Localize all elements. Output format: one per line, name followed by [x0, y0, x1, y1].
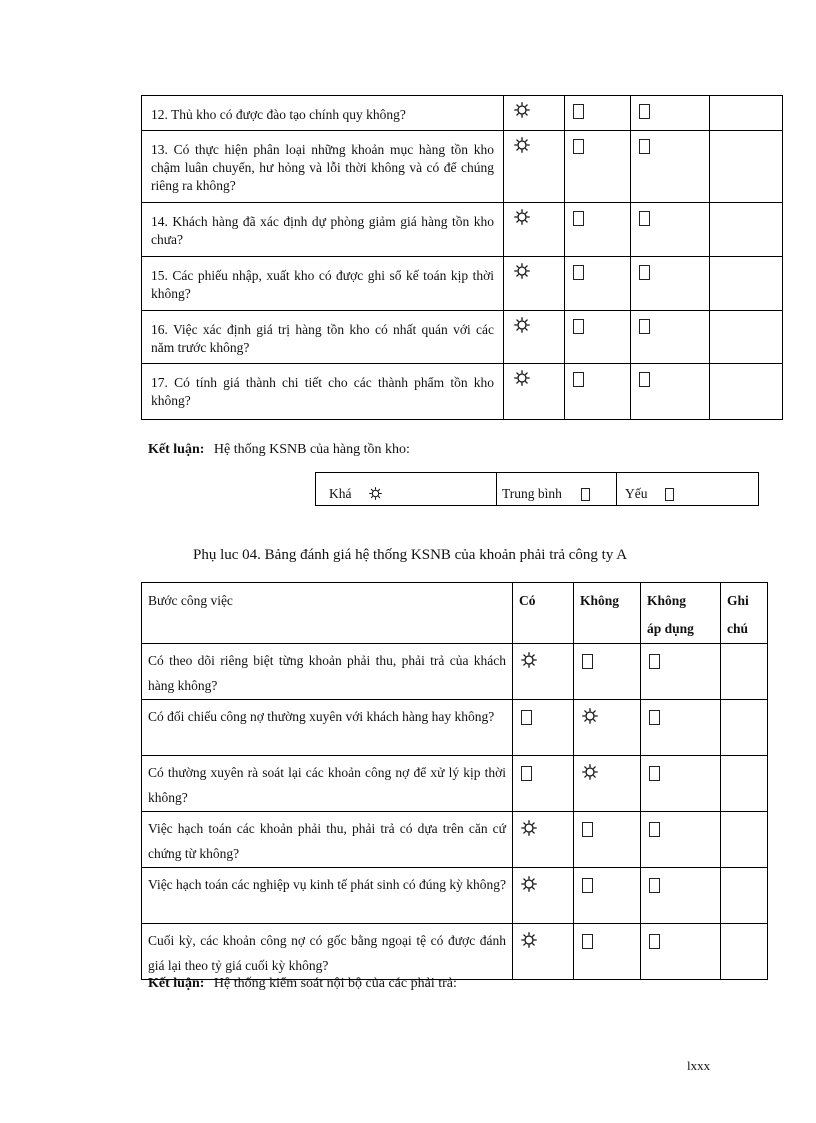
- empty-checkbox-icon: [639, 265, 650, 280]
- no-cell[interactable]: [565, 257, 631, 311]
- empty-checkbox-icon: [639, 319, 650, 334]
- yes-cell[interactable]: [513, 812, 574, 868]
- no-cell[interactable]: [574, 924, 641, 980]
- note-cell[interactable]: [721, 812, 768, 868]
- note-cell[interactable]: [710, 257, 783, 311]
- header-yes: Có: [513, 583, 574, 644]
- empty-checkbox-icon: [639, 139, 650, 154]
- conclusion-label: Kết luận:: [148, 976, 205, 991]
- yes-cell[interactable]: [513, 756, 574, 812]
- question-number: 15.: [151, 268, 168, 283]
- rating-yeu[interactable]: [616, 473, 759, 505]
- selected-mark-icon: [514, 209, 530, 225]
- inventory-control-table: [141, 95, 783, 420]
- yes-cell[interactable]: [513, 924, 574, 980]
- question-cell: [142, 96, 504, 131]
- question-number: 17.: [151, 375, 168, 390]
- not-applicable-cell[interactable]: [641, 924, 721, 980]
- yes-cell[interactable]: [504, 364, 565, 420]
- inventory-conclusion: [148, 442, 410, 458]
- table-row: [142, 257, 783, 311]
- rating-kha[interactable]: [316, 473, 496, 505]
- no-cell[interactable]: [574, 756, 641, 812]
- question-text: Khách hàng đã xác định dự phòng giảm giá hàng tồn kho chưa?: [151, 214, 495, 247]
- yes-cell[interactable]: [504, 131, 565, 203]
- no-cell[interactable]: [574, 644, 641, 700]
- yes-cell[interactable]: [504, 203, 565, 257]
- header-note: [721, 583, 768, 644]
- yes-cell[interactable]: [504, 96, 565, 131]
- selected-mark-icon: [521, 652, 537, 668]
- selected-mark-icon: [521, 820, 537, 836]
- note-cell[interactable]: [710, 131, 783, 203]
- no-cell[interactable]: [565, 96, 631, 131]
- question-cell: [142, 131, 504, 203]
- empty-checkbox-icon: [665, 488, 674, 501]
- rating-box: [315, 472, 759, 506]
- not-applicable-cell[interactable]: [641, 868, 721, 924]
- rating-kha-label: Khá: [329, 486, 352, 501]
- not-applicable-cell[interactable]: [641, 700, 721, 756]
- question-text: Có đối chiếu công nợ thường xuyên với khách hàng hay không?: [142, 700, 513, 756]
- question-number: 14.: [151, 214, 168, 229]
- conclusion-text: Hệ thống KSNB của hàng tồn kho:: [213, 442, 410, 457]
- note-cell[interactable]: [721, 700, 768, 756]
- yes-cell[interactable]: [513, 868, 574, 924]
- table-row: [142, 644, 768, 700]
- header-note-line1: Ghi: [727, 593, 749, 608]
- selected-mark-icon: [514, 102, 530, 118]
- table-row: [142, 364, 783, 420]
- rating-yeu-label: Yếu: [625, 486, 648, 501]
- payables-conclusion: [148, 976, 457, 992]
- not-applicable-cell[interactable]: [631, 257, 710, 311]
- no-cell[interactable]: [565, 131, 631, 203]
- table-row: [142, 96, 783, 131]
- question-cell: [142, 364, 504, 420]
- selected-mark-icon: [514, 317, 530, 333]
- question-cell: [142, 257, 504, 311]
- note-cell[interactable]: [710, 364, 783, 420]
- table-row: [142, 311, 783, 364]
- table-row: [142, 700, 768, 756]
- no-cell[interactable]: [574, 868, 641, 924]
- empty-checkbox-icon: [582, 878, 593, 893]
- empty-checkbox-icon: [639, 211, 650, 226]
- not-applicable-cell[interactable]: [631, 203, 710, 257]
- rating-trung-binh[interactable]: [496, 473, 617, 505]
- no-cell[interactable]: [565, 311, 631, 364]
- empty-checkbox-icon: [582, 822, 593, 837]
- question-text: Việc hạch toán các khoản phải thu, phải trả có dựa trên căn cứ chứng từ không?: [142, 812, 513, 868]
- no-cell[interactable]: [574, 812, 641, 868]
- empty-checkbox-icon: [649, 654, 660, 669]
- header-na-line1: Không: [647, 593, 687, 608]
- selected-mark-icon: [582, 764, 598, 780]
- question-number: 12.: [151, 107, 168, 122]
- empty-checkbox-icon: [581, 488, 590, 501]
- empty-checkbox-icon: [573, 372, 584, 387]
- question-cell: [142, 311, 504, 364]
- no-cell[interactable]: [574, 700, 641, 756]
- not-applicable-cell[interactable]: [641, 644, 721, 700]
- not-applicable-cell[interactable]: [641, 756, 721, 812]
- empty-checkbox-icon: [649, 710, 660, 725]
- table-row: [142, 812, 768, 868]
- not-applicable-cell[interactable]: [631, 131, 710, 203]
- empty-checkbox-icon: [573, 139, 584, 154]
- table-row: [142, 868, 768, 924]
- question-number: 13.: [151, 142, 168, 157]
- table-row: [142, 203, 783, 257]
- not-applicable-cell[interactable]: [631, 311, 710, 364]
- selected-mark-icon: [521, 876, 537, 892]
- selected-mark-icon: [514, 263, 530, 279]
- empty-checkbox-icon: [573, 211, 584, 226]
- note-cell[interactable]: [721, 868, 768, 924]
- yes-cell[interactable]: [513, 700, 574, 756]
- question-text: Thủ kho có được đào tạo chính quy không?: [171, 107, 406, 122]
- empty-checkbox-icon: [639, 104, 650, 119]
- selected-mark-icon: [582, 708, 598, 724]
- question-cell: [142, 203, 504, 257]
- no-cell[interactable]: [565, 364, 631, 420]
- empty-checkbox-icon: [573, 265, 584, 280]
- empty-checkbox-icon: [649, 822, 660, 837]
- yes-cell[interactable]: [513, 644, 574, 700]
- table-row: [142, 756, 768, 812]
- empty-checkbox-icon: [639, 372, 650, 387]
- selected-mark-icon: [369, 487, 382, 500]
- empty-checkbox-icon: [649, 766, 660, 781]
- empty-checkbox-icon: [573, 319, 584, 334]
- note-cell[interactable]: [721, 924, 768, 980]
- table-header-row: [142, 583, 768, 644]
- question-text: Việc hạch toán các nghiệp vụ kinh tế phát sinh có đúng kỳ không?: [142, 868, 513, 924]
- note-cell[interactable]: [710, 203, 783, 257]
- question-text: Các phiếu nhập, xuất kho có được ghi sổ kế toán kịp thời không?: [151, 268, 494, 301]
- payables-control-table: [141, 582, 768, 980]
- selected-mark-icon: [521, 932, 537, 948]
- not-applicable-cell[interactable]: [641, 812, 721, 868]
- note-cell[interactable]: [721, 756, 768, 812]
- header-not-applicable: [641, 583, 721, 644]
- header-note-line2: chú: [727, 621, 749, 636]
- conclusion-text: Hệ thống kiểm soát nội bộ của các phải trả:: [213, 976, 457, 991]
- selected-mark-icon: [514, 137, 530, 153]
- yes-cell[interactable]: [504, 257, 565, 311]
- not-applicable-cell[interactable]: [631, 364, 710, 420]
- header-no: Không: [574, 583, 641, 644]
- question-number: 16.: [151, 322, 168, 337]
- not-applicable-cell[interactable]: [631, 96, 710, 131]
- empty-checkbox-icon: [521, 766, 532, 781]
- empty-checkbox-icon: [582, 654, 593, 669]
- question-text: Việc xác định giá trị hàng tồn kho có nhất quán với các năm trước không?: [151, 322, 494, 355]
- conclusion-label: Kết luận:: [148, 442, 205, 457]
- note-cell[interactable]: [721, 644, 768, 700]
- question-text: Có thường xuyên rà soát lại các khoản công nợ để xử lý kịp thời không?: [142, 756, 513, 812]
- page-number: lxxx: [687, 1058, 711, 1073]
- appendix-caption: Phụ luc 04. Bảng đánh giá hệ thống KSNB của khoản phải trả công ty A: [193, 547, 628, 563]
- header-step: Bước công việc: [142, 583, 513, 644]
- table-row: [142, 131, 783, 203]
- note-cell[interactable]: [710, 96, 783, 131]
- selected-mark-icon: [514, 370, 530, 386]
- empty-checkbox-icon: [582, 934, 593, 949]
- empty-checkbox-icon: [573, 104, 584, 119]
- header-na-line2: áp dụng: [647, 621, 694, 636]
- note-cell[interactable]: [710, 311, 783, 364]
- question-text: Có theo dõi riêng biệt từng khoản phải thu, phải trả của khách hàng không?: [142, 644, 513, 700]
- yes-cell[interactable]: [504, 311, 565, 364]
- question-text: Có thực hiện phân loại những khoản mục hàng tồn kho chậm luân chuyển, hư hỏng và lỗi thời không và có để chúng riêng ra không?: [151, 142, 494, 193]
- no-cell[interactable]: [565, 203, 631, 257]
- question-text: Có tính giá thành chi tiết cho các thành phẩm tồn kho không?: [151, 375, 494, 408]
- empty-checkbox-icon: [649, 878, 660, 893]
- rating-trung-binh-label: Trung bình: [502, 486, 562, 501]
- table-row: [142, 924, 768, 980]
- question-text: Cuối kỳ, các khoản công nợ có gốc bằng ngoại tệ có được đánh giá lại theo tỷ giá cuối kỳ không?: [142, 924, 513, 980]
- empty-checkbox-icon: [649, 934, 660, 949]
- empty-checkbox-icon: [521, 710, 532, 725]
